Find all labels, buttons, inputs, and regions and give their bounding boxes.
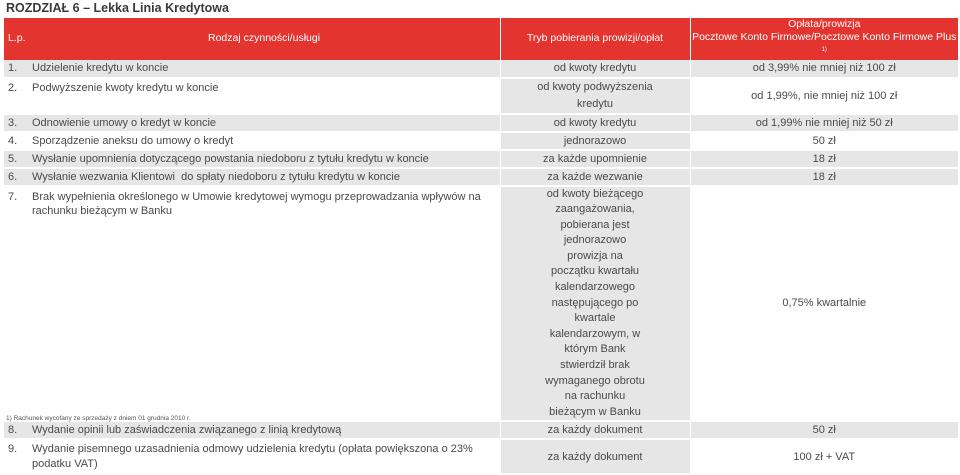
header-fee-footnote-mark: 1): [821, 47, 827, 53]
header-activity: Rodzaj czynności/usługi: [208, 32, 321, 45]
row-number: 2.: [8, 81, 18, 94]
row-number: 6.: [8, 170, 18, 183]
row-number: 8.: [8, 424, 18, 437]
row-fee: 18 zł: [690, 168, 958, 186]
row-fee: 50 zł: [690, 132, 958, 150]
header-fee-line2: Pocztowe Konto Firmowe/Pocztowe Konto Firmowe Plus: [692, 31, 957, 43]
row-description: Wydanie pisemnego uzasadnienia odmowy udzielenia kredytu (opłata powiększona o 23% podatku VAT): [32, 443, 473, 471]
row-fee: 18 zł: [690, 150, 958, 168]
row-fee: 0,75% kwartalnie: [690, 186, 958, 422]
table-row: [4, 78, 958, 114]
row-description: Sporządzenie aneksu do umowy o kredyt: [32, 134, 234, 147]
row-mode: za każdy dokument: [500, 439, 690, 474]
table-row: [4, 186, 958, 422]
row-description: Podwyższenie kwoty kredytu w koncie: [32, 81, 219, 94]
row-mode: za każdy dokument: [500, 421, 690, 439]
row-fee: 100 zł + VAT: [690, 439, 958, 474]
row-description: Brak wypełnienia określonego w Umowie kredytowej wymogu przeprowadzania wpływów na rachunku bieżącym w Banku: [32, 190, 481, 217]
table-row: [4, 114, 958, 132]
table-row: [4, 168, 958, 186]
header-mode: Tryb pobierania prowizji/opłat: [500, 18, 690, 60]
header-activity-cell: [4, 18, 500, 60]
footnote: 1) Rachunek wycofany ze sprzedaży z dniem 01 grudnia 2010 r.: [6, 415, 191, 422]
row-mode: od kwoty kredytu: [500, 60, 690, 78]
table-row: [4, 439, 958, 474]
header-fee-cell: [690, 18, 958, 60]
row-description: Wysłanie wezwania Klientowi do spłaty niedoboru z tytułu kredytu w koncie: [32, 170, 400, 183]
row-mode: jednorazowo: [500, 132, 690, 150]
row-fee: od 3,99% nie mniej niż 100 zł: [690, 60, 958, 78]
table-row: [4, 421, 958, 439]
row-description: Odnowienie umowy o kredyt w koncie: [32, 116, 217, 129]
row-mode: od kwoty podwyższenia kredytu: [500, 78, 690, 114]
header-fee-line1: Opłata/prowizja: [788, 18, 861, 30]
table-row: [4, 150, 958, 168]
table-row: [4, 60, 958, 78]
fees-table: [4, 18, 958, 475]
table-header-row: [4, 18, 958, 60]
row-number: 1.: [8, 62, 18, 74]
row-description: Wysłanie upomnienia dotyczącego powstania niedoboru z tytułu kredytu w koncie: [32, 152, 429, 165]
row-description: Udzielenie kredytu w koncie: [32, 62, 169, 74]
row-fee: od 1,99% nie mniej niż 50 zł: [690, 114, 958, 132]
row-number: 7.: [8, 190, 18, 203]
row-mode: od kwoty bieżącego zaangażowania, pobierana jest jednorazowo prowizja na początku kwartału kalendarzowego następującego po kwartale kalendarzowym, w którym Bank stwierdził brak wymaganego obrotu na rachunku bieżącym w Banku: [500, 186, 690, 422]
section-title: ROZDZIAŁ 6 – Lekka Linia Kredytowa: [6, 1, 229, 15]
row-number: 4.: [8, 134, 18, 147]
row-number: 3.: [8, 116, 18, 129]
header-lp: L.p.: [8, 32, 26, 45]
row-fee: 50 zł: [690, 421, 958, 439]
row-number: 9.: [8, 443, 18, 456]
table-row: [4, 132, 958, 150]
row-fee: od 1,99%, nie mniej niż 100 zł: [690, 78, 958, 114]
row-mode: za każde upomnienie: [500, 150, 690, 168]
row-number: 5.: [8, 152, 18, 165]
row-description: Wydanie opinii lub zaświadczenia związanego z linią kredytową: [32, 424, 342, 437]
row-mode: od kwoty kredytu: [500, 114, 690, 132]
row-mode: za każde wezwanie: [500, 168, 690, 186]
